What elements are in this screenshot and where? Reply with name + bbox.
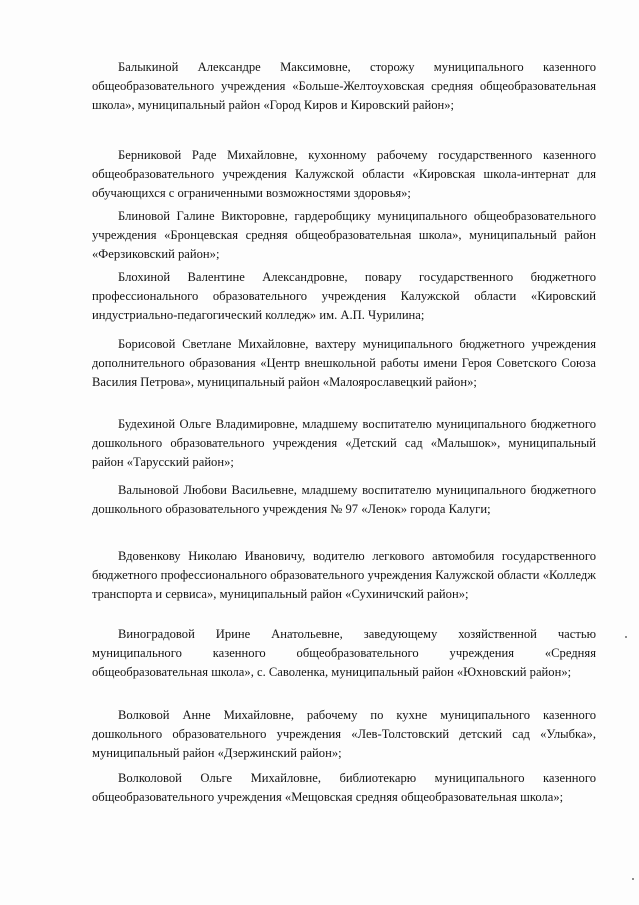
paragraph-volkolova: Волколовой Ольге Михайловне, библиотекарю муниципального казенного общеобразовательного учреждения «Мещовская средняя общеобразовательная школа»; <box>92 771 596 804</box>
paragraph-valynova: Валыновой Любови Васильевне, младшему воспитателю муниципального бюджетного дошкольного образовательного учреждения № 97 «Ленок» города Калуги; <box>92 483 596 516</box>
scan-speck <box>625 636 627 638</box>
paragraph-blinova: Блиновой Галине Викторовне, гардеробщику муниципального общеобразовательного учреждения «Бронцевская средняя общеобразовательная школа», муниципальный район «Ферзиковский район»; <box>92 209 596 261</box>
paragraph-bernikova: Берниковой Раде Михайловне, кухонному рабочему государственного казенного общеобразовательного учреждения Калужской области «Кировская школа-интернат для обучающихся с ограниченными возможностями здоровья»; <box>92 148 596 200</box>
paragraph-budekhina: Будехиной Ольге Владимировне, младшему воспитателю муниципального бюджетного дошкольного образовательного учреждения «Детский сад «Малышок», муниципальный район «Тарусский район»; <box>92 417 596 469</box>
paragraph-vdovenkov: Вдовенкову Николаю Ивановичу, водителю легкового автомобиля государственного бюджетного профессионального образовательного учреждения Калужской области «Колледж транспорта и сервиса», муниципальный район «Сухиничский район»; <box>92 549 596 601</box>
scan-speck <box>632 878 634 880</box>
paragraph-vinogradova: Виноградовой Ирине Анатольевне, заведующему хозяйственной частью муниципального казенного общеобразовательного учреждения «Средняя общеобразовательная школа», с. Саволенка, муниципальный район «Юхновский район»; <box>92 627 596 679</box>
paragraph-blokhina: Блохиной Валентине Александровне, повару государственного бюджетного профессионального образовательного учреждения Калужской области «Кировский индустриально-педагогический колледж» им. А.П. Чурилина; <box>92 270 596 322</box>
paragraph-balykina: Балыкиной Александре Максимовне, сторожу муниципального казенного общеобразовательного учреждения «Больше-Желтоуховская средняя общеобразовательная школа», муниципальный район «Город Киров и Кировский район»; <box>92 60 596 112</box>
paragraph-volkova: Волковой Анне Михайловне, рабочему по кухне муниципального казенного дошкольного образовательного учреждения «Лев-Толстовский детский сад «Улыбка», муниципальный район «Дзержинский район»; <box>92 708 596 760</box>
paragraph-borisova: Борисовой Светлане Михайловне, вахтеру муниципального бюджетного учреждения дополнительного образования «Центр внешкольной работы имени Героя Советского Союза Василия Петрова», муниципальный район «Малоярославецкий район»; <box>92 337 596 389</box>
